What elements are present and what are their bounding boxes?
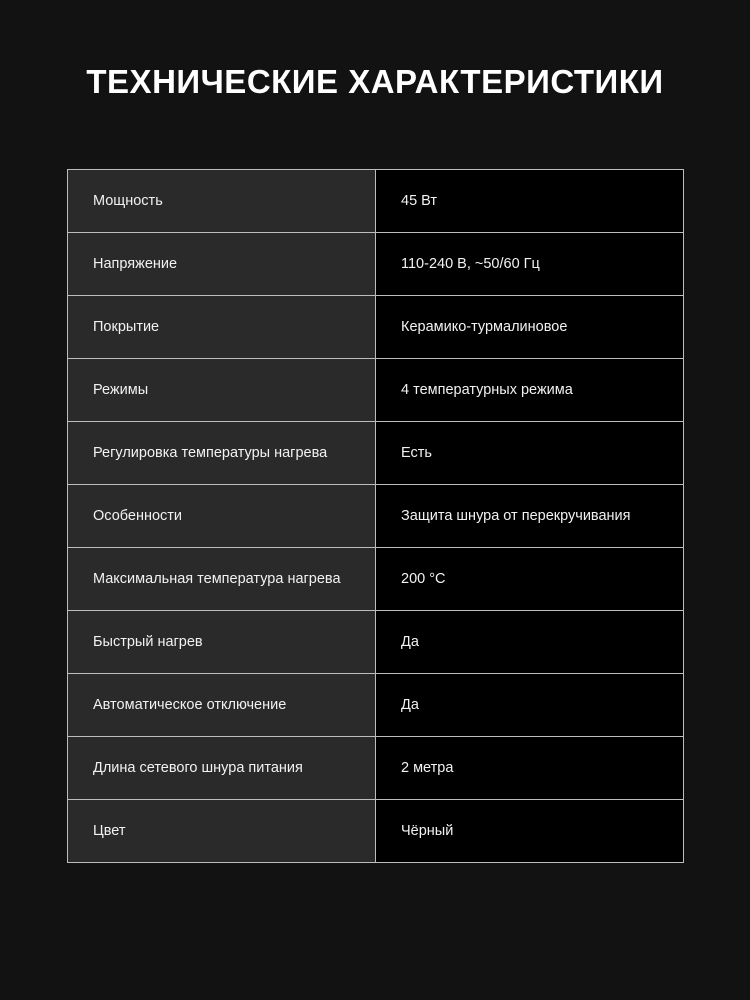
spec-value: 200 °C — [376, 548, 684, 611]
spec-label: Мощность — [68, 170, 376, 233]
spec-label: Цвет — [68, 800, 376, 863]
page-title: ТЕХНИЧЕСКИЕ ХАРАКТЕРИСТИКИ — [86, 63, 664, 100]
table-row — [68, 170, 684, 233]
table-row — [68, 548, 684, 611]
spec-value: Чёрный — [376, 800, 684, 863]
table-row — [68, 737, 684, 800]
table-row — [68, 800, 684, 863]
table-row — [68, 233, 684, 296]
spec-label: Длина сетевого шнура питания — [68, 737, 376, 800]
table-row — [68, 611, 684, 674]
table-row — [68, 296, 684, 359]
spec-label: Максимальная температура нагрева — [68, 548, 376, 611]
spec-value: Да — [376, 674, 684, 737]
spec-label: Покрытие — [68, 296, 376, 359]
spec-label: Автоматическое отключение — [68, 674, 376, 737]
spec-value: Есть — [376, 422, 684, 485]
spec-value: Защита шнура от перекручивания — [376, 485, 684, 548]
spec-value: Керамико-турмалиновое — [376, 296, 684, 359]
table-row — [68, 674, 684, 737]
spec-label: Режимы — [68, 359, 376, 422]
specs-table — [67, 169, 684, 863]
spec-label: Напряжение — [68, 233, 376, 296]
spec-value: Да — [376, 611, 684, 674]
table-row — [68, 485, 684, 548]
table-row — [68, 422, 684, 485]
spec-value: 2 метра — [376, 737, 684, 800]
spec-label: Особенности — [68, 485, 376, 548]
spec-label: Быстрый нагрев — [68, 611, 376, 674]
spec-label: Регулировка температуры нагрева — [68, 422, 376, 485]
spec-value: 110-240 В, ~50/60 Гц — [376, 233, 684, 296]
table-row — [68, 359, 684, 422]
spec-value: 45 Вт — [376, 170, 684, 233]
spec-value: 4 температурных режима — [376, 359, 684, 422]
